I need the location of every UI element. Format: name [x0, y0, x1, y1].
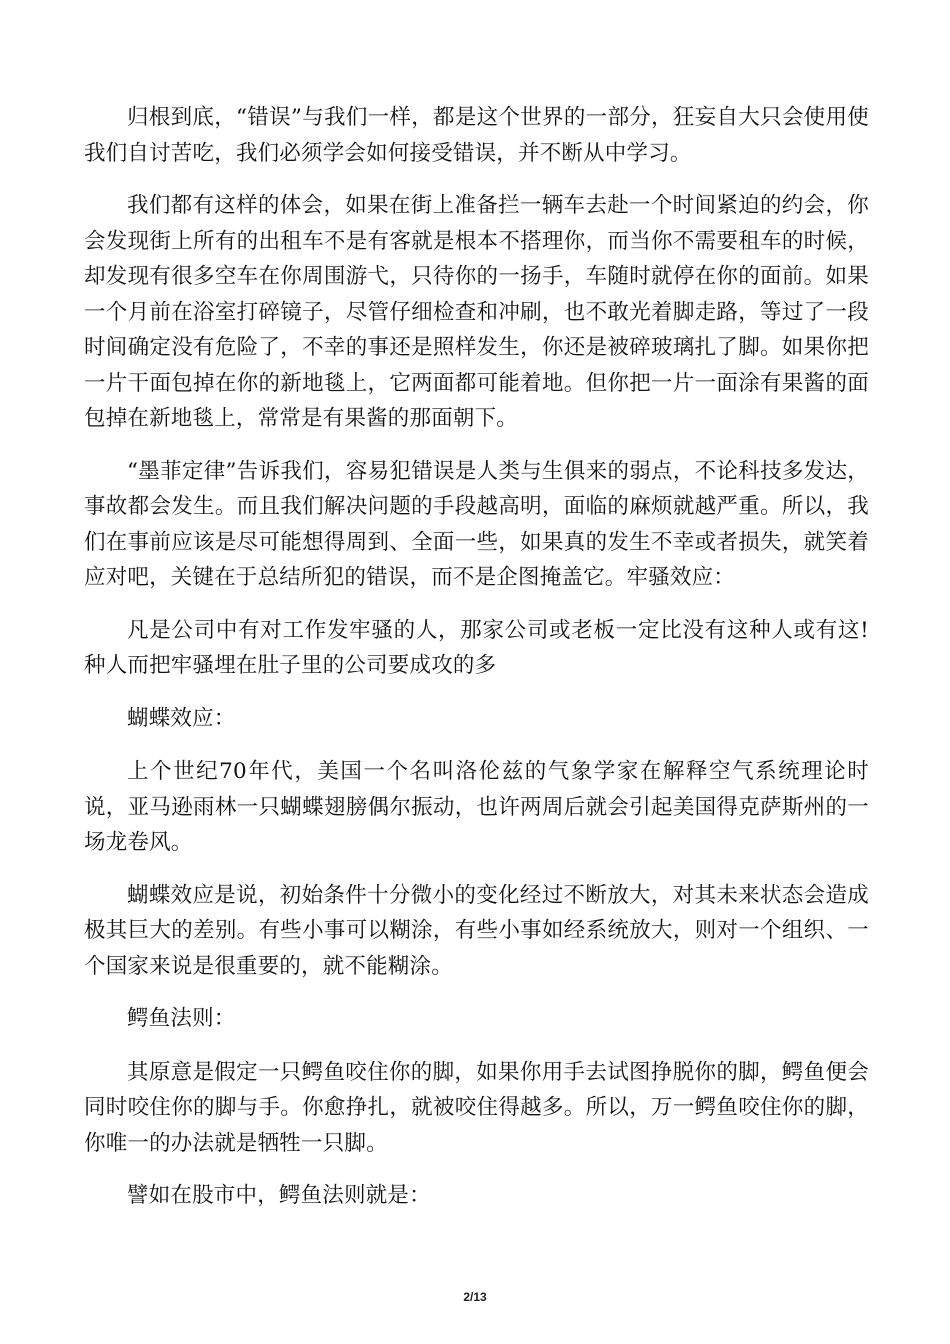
heading-butterfly-effect: 蝴蝶效应：: [127, 705, 236, 731]
paragraph-murphy-law: “墨菲定律”告诉我们，容易犯错误是人类与生俱来的弱点，不论科技多发达，事故都会发生。而且我们解决问题的手段越高明，面临的麻烦就越严重。所以，我们在事前应该是尽可能想得周到、全面一些，如果真的发生不幸或者损失，就笑着应对吧，关键在于总结所犯的错误，而不是企图掩盖它。牢骚效应：: [84, 458, 869, 590]
paragraph-crocodile-origin: 其原意是假定一只鳄鱼咬住你的脚，如果你用手去试图挣脱你的脚，鳄鱼便会同时咬住你的脚与手。你愈挣扎，就被咬住得越多。所以，万一鳄鱼咬住你的脚，你唯一的办法就是牺牲一只脚。: [84, 1059, 869, 1156]
paragraph-complaint-effect: 凡是公司中有对工作发牢骚的人，那家公司或老板一定比没有这种人或有这!种人而把牢骚埋在肚子里的公司要成攻的多: [84, 617, 869, 678]
paragraph-examples: 我们都有这样的体会，如果在街上准备拦一辆车去赴一个时间紧迫的约会，你会发现街上所有的出租车不是有客就是根本不搭理你，而当你不需要租车的时候，却发现有很多空车在你周围游弋，只待你的一扬手，车随时就停在你的面前。如果一个月前在浴室打碎镜子，尽管仔细检查和冲刷，也不敢光着脚走路，等过了一段时间确定没有危险了，不幸的事还是照样发生，你还是被碎玻璃扎了脚。如果你把一片干面包掉在你的新地毯上，它两面都可能着地。但你把一片一面涂有果酱的面包掉在新地毯上，常常是有果酱的那面朝下。: [84, 193, 869, 431]
paragraph-stock-market: 譬如在股市中，鳄鱼法则就是：: [127, 1183, 431, 1208]
page-number: 2/13: [463, 1290, 487, 1304]
heading-crocodile-rule: 鳄鱼法则：: [127, 1006, 236, 1031]
paragraph-conclusion: 归根到底，“错误”与我们一样，都是这个世界的一部分，狂妄自大只会使用使我们自讨苦吃，我们必须学会如何接受错误，并不断从中学习。: [84, 105, 869, 166]
paragraph-butterfly-meaning: 蝴蝶效应是说，初始条件十分微小的变化经过不断放大，对其未来状态会造成极其巨大的差别。有些小事可以糊涂，有些小事如经系统放大，则对一个组织、一个国家来说是很重要的，就不能糊涂。: [84, 882, 869, 979]
paragraph-butterfly-origin: 上个世纪70年代，美国一个名叫洛伦兹的气象学家在解释空气系统理论时说，亚马逊雨林一只蝴蝶翅膀偶尔振动，也许两周后就会引起美国得克萨斯州的一场龙卷风。: [84, 759, 869, 855]
document-body: [84, 100, 869, 1231]
